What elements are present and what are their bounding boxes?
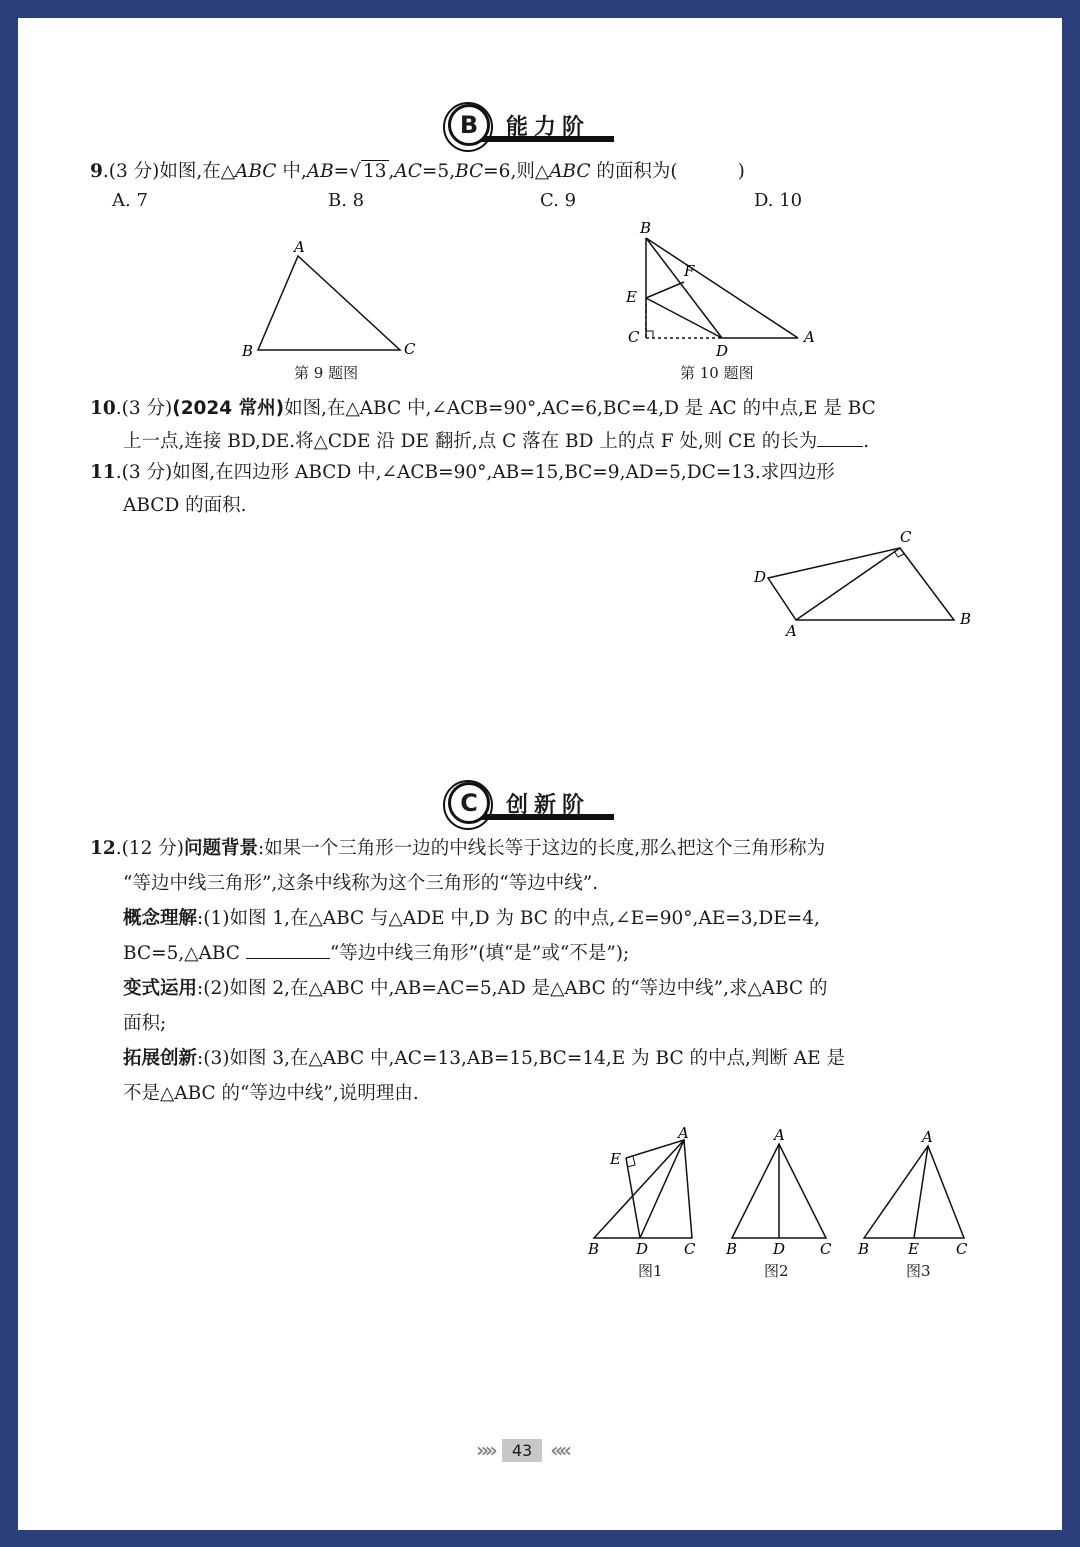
figure-9 (238, 238, 428, 358)
fig10-label-a: A (804, 328, 815, 346)
q12-p3-line-1: :(3)如图 3,在△ABC 中,AC=13,AB=15,BC=14,E 为 BC 的中点,判断 AE 是 (197, 1048, 846, 1069)
fig9-label-c: C (404, 340, 416, 358)
fig11-quad (768, 548, 954, 620)
q10-line-2: 上一点,连接 BD,DE.将△CDE 沿 DE 翻折,点 C 落在 BD 上的点 F 处,则 CE 的长为 (123, 431, 818, 452)
page-number-footer (476, 1438, 568, 1462)
q9-ac: AC (394, 161, 422, 182)
fig11-label-c: C (900, 528, 912, 546)
q9-choice-c[interactable]: C. 9 (540, 190, 577, 211)
fig12-2-label-b: B (726, 1240, 738, 1256)
fig12-2-caption: 图2 (764, 1262, 789, 1280)
q9-text: 如图,在△ (159, 161, 235, 182)
fig9-label-b: B (242, 342, 254, 358)
fig12-1-line-ad (640, 1140, 684, 1238)
page (18, 18, 1062, 1530)
fig12-1-label-b: B (588, 1240, 600, 1256)
q12-p2-line-1: :(2)如图 2,在△ABC 中,AB=AC=5,AD 是△ABC 的“等边中线”,求△ABC 的 (197, 978, 828, 999)
q12-score: (12 分) (121, 838, 184, 859)
fig12-2-label-c: C (820, 1240, 832, 1256)
fig10-line-ed (646, 298, 722, 338)
fig10-label-c: C (628, 328, 640, 346)
q12-p1-label: 概念理解 (123, 908, 198, 929)
section-b-badge: B (448, 104, 490, 146)
fig9-triangle (258, 256, 400, 350)
q10-line-1: 如图,在△ABC 中,∠ACB=90°,AC=6,BC=4,D 是 AC 的中点,E 是 BC (284, 398, 876, 419)
fig11-diagonal-ac (796, 548, 900, 620)
q9-choice-b[interactable]: B. 8 (328, 190, 365, 211)
figure-12-3 (856, 1126, 968, 1256)
q9-number: 9 (90, 161, 103, 182)
question-10: 10.(3 分)(2024 常州)如图,在△ABC 中,∠ACB=90°,AC=6,BC=4,D 是 AC 的中点,E 是 BC 上一点,连接 BD,DE.将△CDE 沿 DE 翻折,点 C 落在 BD 上的点 F 处,则 CE 的长为 . (90, 398, 876, 452)
question-12: 12.(12 分)问题背景:如果一个三角形一边的中线长等于这边的长度,那么把这个三角形称为 “等边中线三角形”,这条中线称为这个三角形的“等边中线”. 概念理解:(1)如图 1,在△ABC 与△ADE 中,D 为 BC 的中点,∠E=90°,AE=3,DE=4, BC=5,△ABC “等边中线三角形”(填“是”或“不是”); 变式运用:(2)如图 2,在△ABC 中,AB=AC=5,AD 是△ABC 的“等边中线”,求△ABC 的 面积; 拓展创新:(3)如图 3,在△ABC 中,AC=13,AB=15,BC=14,E 为 BC 的中点,判断 AE 是 不是△ABC 的“等边中线”,说明理由. (90, 838, 846, 1104)
q9-ab: AB (306, 161, 334, 182)
q12-bg-label: 问题背景 (184, 838, 259, 859)
q9-abc-2: ABC (549, 161, 591, 182)
fig10-label-b: B (640, 220, 652, 237)
q9-text-5: =6,则△ (483, 161, 550, 182)
section-b-header (448, 100, 590, 150)
fig10-label-d: D (716, 342, 729, 360)
fig12-3-label-b: B (858, 1240, 870, 1256)
fig12-1-label-a: A (678, 1126, 689, 1142)
q11-score: (3 分) (121, 462, 173, 483)
q12-line-2: “等边中线三角形”,这条中线称为这个三角形的“等边中线”. (123, 873, 599, 894)
section-c-badge: C (448, 782, 490, 824)
fig12-2-label-a: A (774, 1126, 785, 1144)
fig10-caption: 第 10 题图 (680, 364, 754, 382)
fig12-1-label-d: D (636, 1240, 649, 1256)
q12-p2-line-2: 面积; (123, 1013, 167, 1034)
q12-p3-line-2: 不是△ABC 的“等边中线”,说明理由. (123, 1083, 419, 1104)
figure-11 (748, 526, 978, 636)
q11-line-2: ABCD 的面积. (123, 495, 247, 516)
page-number: 43 (502, 1439, 542, 1462)
q12-p3-label: 拓展创新 (123, 1048, 198, 1069)
fig11-label-b: B (960, 610, 972, 628)
q10-number: 10 (90, 398, 116, 419)
fig9-label-a: A (294, 238, 305, 256)
q9-sqrt: 13 (362, 161, 387, 182)
q12-p1-line-2a: BC=5,△ABC (123, 943, 246, 964)
fig9-caption: 第 9 题图 (294, 364, 359, 382)
fig12-1-caption: 图1 (638, 1262, 663, 1280)
q9-close-paren: ) (737, 161, 745, 182)
fig10-right-angle (646, 331, 653, 338)
section-c-title: 创新阶 (506, 792, 591, 818)
fig12-2-label-d: D (773, 1240, 786, 1256)
fig12-3-triangle (864, 1146, 964, 1238)
section-b-title: 能力阶 (506, 114, 591, 140)
fig11-label-a: A (786, 622, 797, 636)
fig12-3-label-e: E (908, 1240, 919, 1256)
fig12-1-label-c: C (684, 1240, 696, 1256)
fig12-1-label-e: E (610, 1150, 621, 1168)
q11-number: 11 (90, 462, 116, 483)
fig10-line-bd (646, 238, 722, 338)
fig12-3-label-a: A (922, 1128, 933, 1146)
q10-line-end: . (863, 431, 870, 452)
fig10-label-e: E (626, 288, 637, 306)
figure-10 (622, 220, 832, 360)
fig11-label-d: D (754, 568, 767, 586)
fig10-label-f: F (684, 262, 695, 280)
q9-abc: ABC (234, 161, 277, 182)
q9-score: (3 分) (108, 161, 160, 182)
figure-12-2 (724, 1126, 834, 1256)
q9-text-4: =5, (421, 161, 456, 182)
q9-bc: BC (455, 161, 484, 182)
figure-12-1 (586, 1126, 706, 1256)
fig12-3-line-ae (914, 1146, 928, 1238)
q9-choice-d[interactable]: D. 10 (754, 190, 803, 211)
question-11: 11.(3 分)如图,在四边形 ABCD 中,∠ACB=90°,AB=15,BC=9,AD=5,DC=13.求四边形 ABCD 的面积. (90, 462, 835, 516)
q9-text-6: 的面积为( (590, 161, 678, 182)
q10-answer-blank[interactable] (817, 428, 863, 447)
chevron-left-icon: «« (550, 1438, 569, 1462)
q10-score: (3 分) (121, 398, 173, 419)
q12-number: 12 (90, 838, 116, 859)
fig10-line-ef (646, 282, 684, 298)
q9-text-2: 中, (276, 161, 307, 182)
q10-source: (2024 常州) (172, 398, 285, 419)
fig12-3-caption: 图3 (906, 1262, 931, 1280)
q12-p1-line-1: :(1)如图 1,在△ABC 与△ADE 中,D 为 BC 的中点,∠E=90°,AE=3,DE=4, (197, 908, 820, 929)
q11-line-1: 如图,在四边形 ABCD 中,∠ACB=90°,AB=15,BC=9,AD=5,DC=13.求四边形 (172, 462, 835, 483)
section-c-header (448, 778, 590, 828)
q9-choice-a[interactable]: A. 7 (112, 190, 148, 211)
chevron-right-icon: »» (476, 1438, 494, 1462)
question-9: 9.(3 分)如图,在△ABC 中,AB=√ 13 ,AC=5,BC=6,则△ABC 的面积为( ) (90, 161, 745, 182)
q9-text-3: , (388, 161, 395, 182)
q12-p1-line-2b: “等边中线三角形”(填“是”或“不是”); (329, 943, 630, 964)
q12-p1-answer-blank[interactable] (246, 940, 330, 959)
q12-line-1: :如果一个三角形一边的中线长等于这边的长度,那么把这个三角形称为 (258, 838, 826, 859)
q12-p2-label: 变式运用 (123, 978, 198, 999)
fig12-3-label-c: C (956, 1240, 968, 1256)
fig12-1-line-ed (626, 1158, 640, 1238)
